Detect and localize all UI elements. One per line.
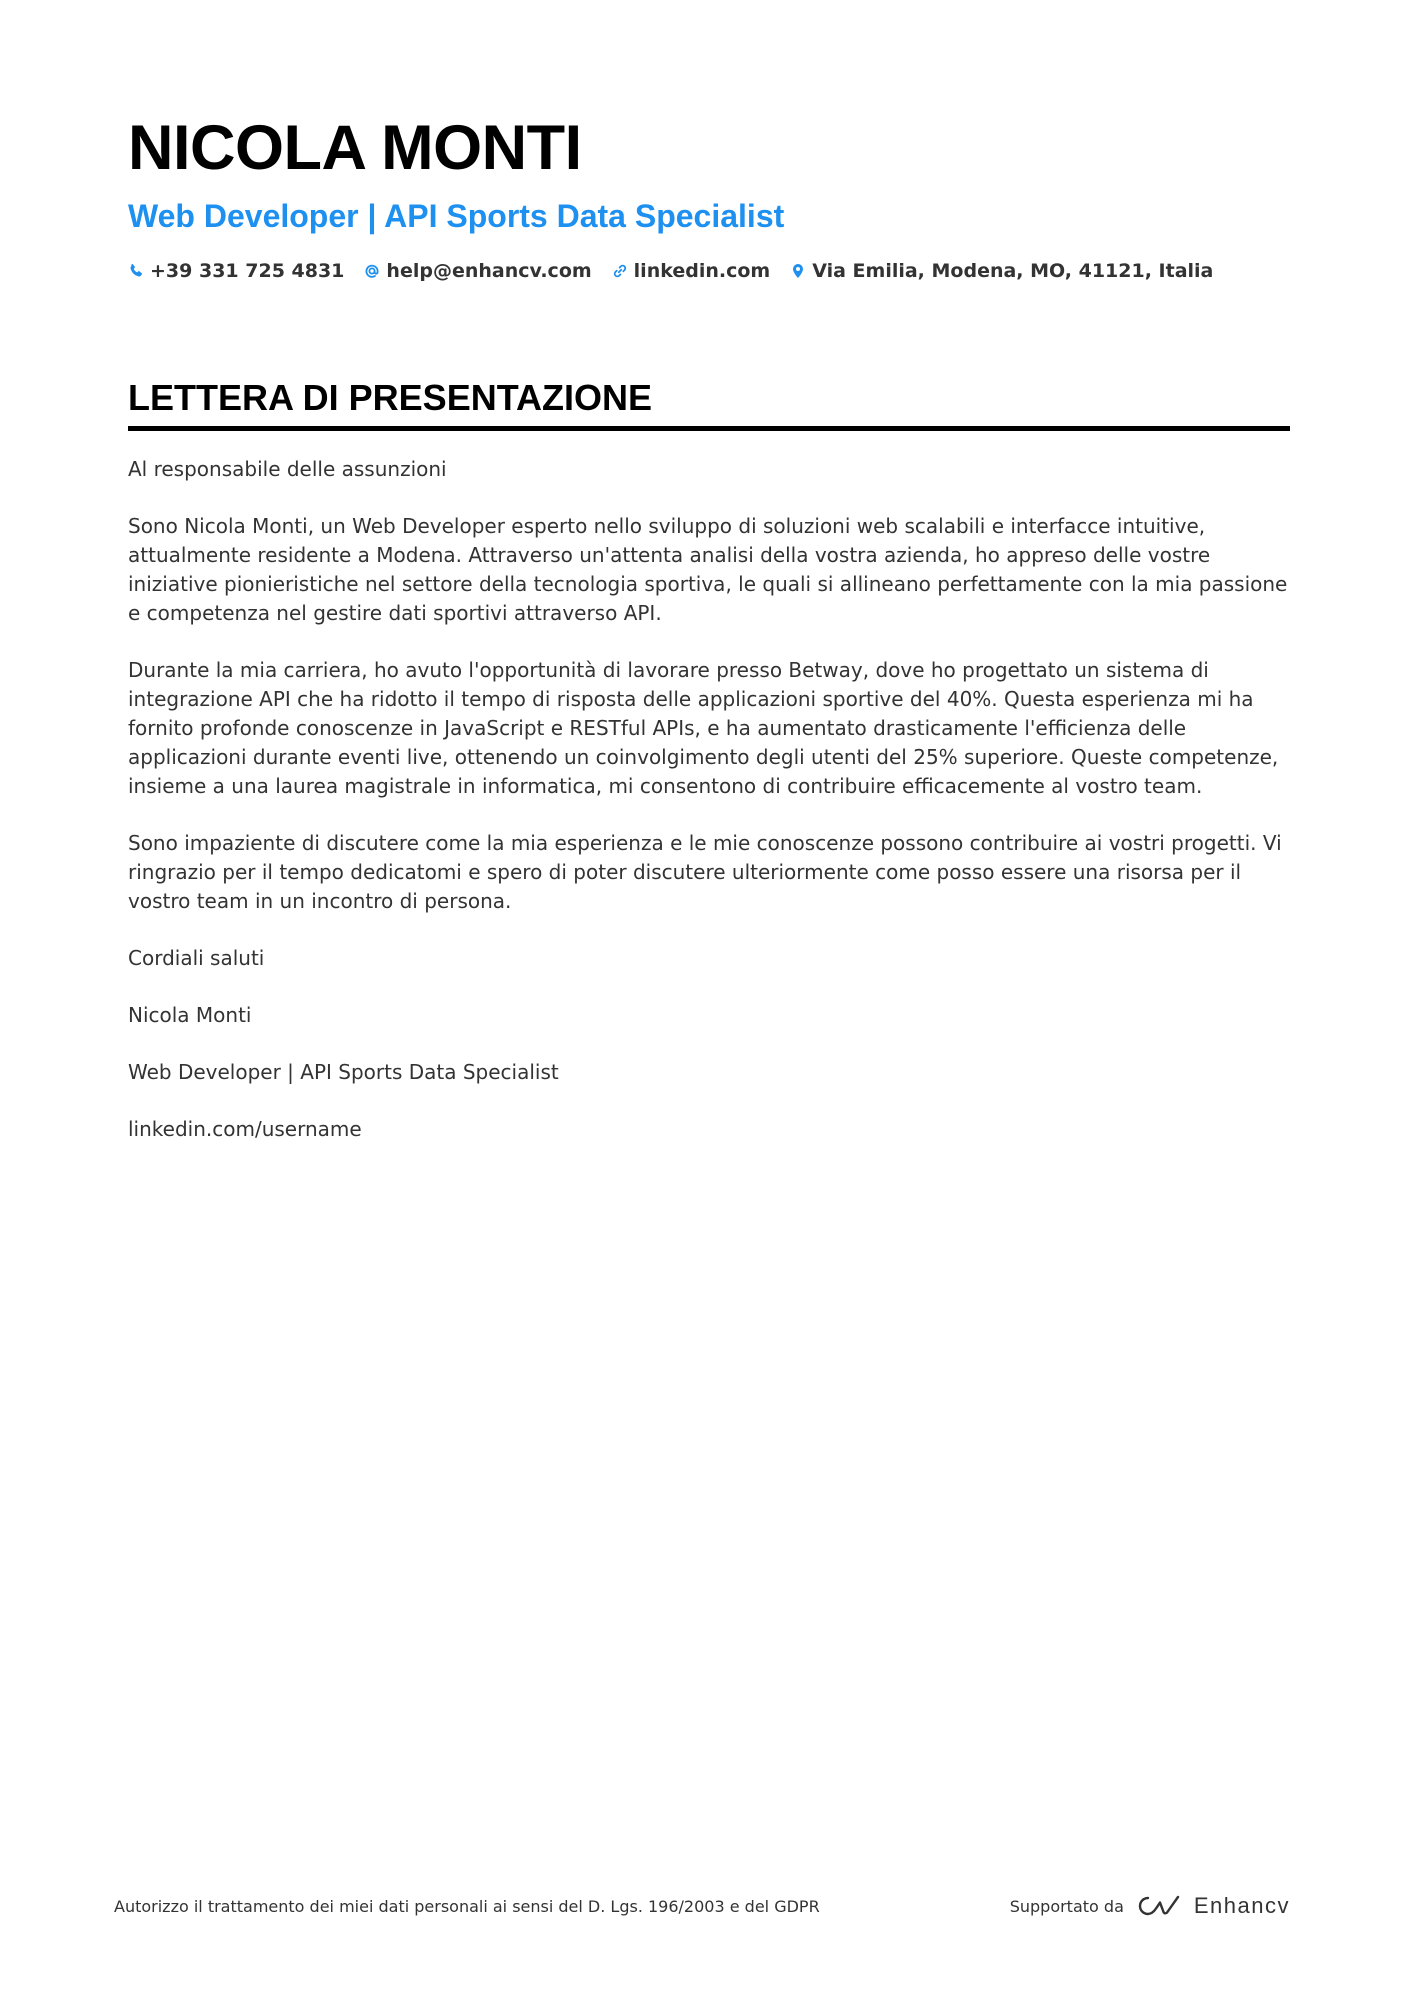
letter-paragraph: Sono Nicola Monti, un Web Developer esperto nello sviluppo di soluzioni web scalabili e interfacce intuitive, attualmente residente a Modena. Attraverso un'attenta analisi della vostra azienda, ho appreso delle vostre iniziative pionieristiche nel settore della tecnologia sportiva, le quali si allineano perfettamente con la mia passione e competenza nel gestire dati sportivi attraverso API. <box>128 514 1288 625</box>
letter-body <box>128 455 1290 1144</box>
contact-linkedin-text: linkedin.com <box>633 260 771 282</box>
letter-paragraph: Sono impaziente di discutere come la mia esperienza e le mie conoscenze possono contribuire ai vostri progetti. Vi ringrazio per il tempo dedicatomi e spero di poter discutere ulteriormente come posso essere una risorsa per il vostro team in un incontro di persona. <box>128 831 1282 913</box>
contact-linkedin[interactable] <box>612 260 771 282</box>
enhancv-logo-icon <box>1136 1893 1182 1919</box>
link-icon <box>612 263 628 279</box>
section-title: LETTERA DI PRESENTAZIONE <box>128 376 1290 431</box>
phone-icon <box>128 263 144 279</box>
candidate-role: Web Developer | API Sports Data Specialist <box>128 198 785 234</box>
contact-address-text: Via Emilia, Modena, MO, 41121, Italia <box>812 260 1214 282</box>
letter-closing: Cordiali saluti <box>128 946 265 970</box>
contact-phone[interactable] <box>128 260 344 282</box>
contact-email[interactable] <box>364 260 591 282</box>
at-icon <box>364 263 380 279</box>
signature-name: Nicola Monti <box>128 1003 252 1027</box>
signature-link[interactable]: linkedin.com/username <box>128 1117 362 1141</box>
candidate-name: NICOLA MONTI <box>128 113 582 183</box>
signature-role: Web Developer | API Sports Data Specialist <box>128 1060 559 1084</box>
footer <box>114 1890 1290 1922</box>
powered-by-label: Supportato da <box>1009 1896 1124 1916</box>
letter-paragraph: Durante la mia carriera, ho avuto l'opportunità di lavorare presso Betway, dove ho progettato un sistema di integrazione API che ha ridotto il tempo di risposta delle applicazioni sportive del 40%. Questa esperienza mi ha fornito profonde conoscenze in JavaScript e RESTful APIs, e ha aumentato drasticamente l'efficienza delle applicazioni durante eventi live, ottenendo un coinvolgimento degli utenti del 25% superiore. Queste competenze, insieme a una laurea magistrale in informatica, mi consentono di contribuire efficacemente al vostro team. <box>128 658 1279 798</box>
cover-letter-page <box>128 110 1290 1172</box>
brand-name: Enhancv <box>1193 1893 1290 1918</box>
contact-bar <box>128 260 1290 282</box>
powered-by[interactable] <box>1010 1893 1290 1919</box>
contact-address <box>790 260 1213 282</box>
location-pin-icon <box>790 263 806 279</box>
privacy-consent-note: Autorizzo il trattamento dei miei dati personali ai sensi del D. Lgs. 196/2003 e del GDPR <box>114 1896 820 1916</box>
letter-greeting: Al responsabile delle assunzioni <box>128 457 447 481</box>
contact-email-text: help@enhancv.com <box>386 260 592 282</box>
contact-phone-text: +39 331 725 4831 <box>150 260 345 282</box>
